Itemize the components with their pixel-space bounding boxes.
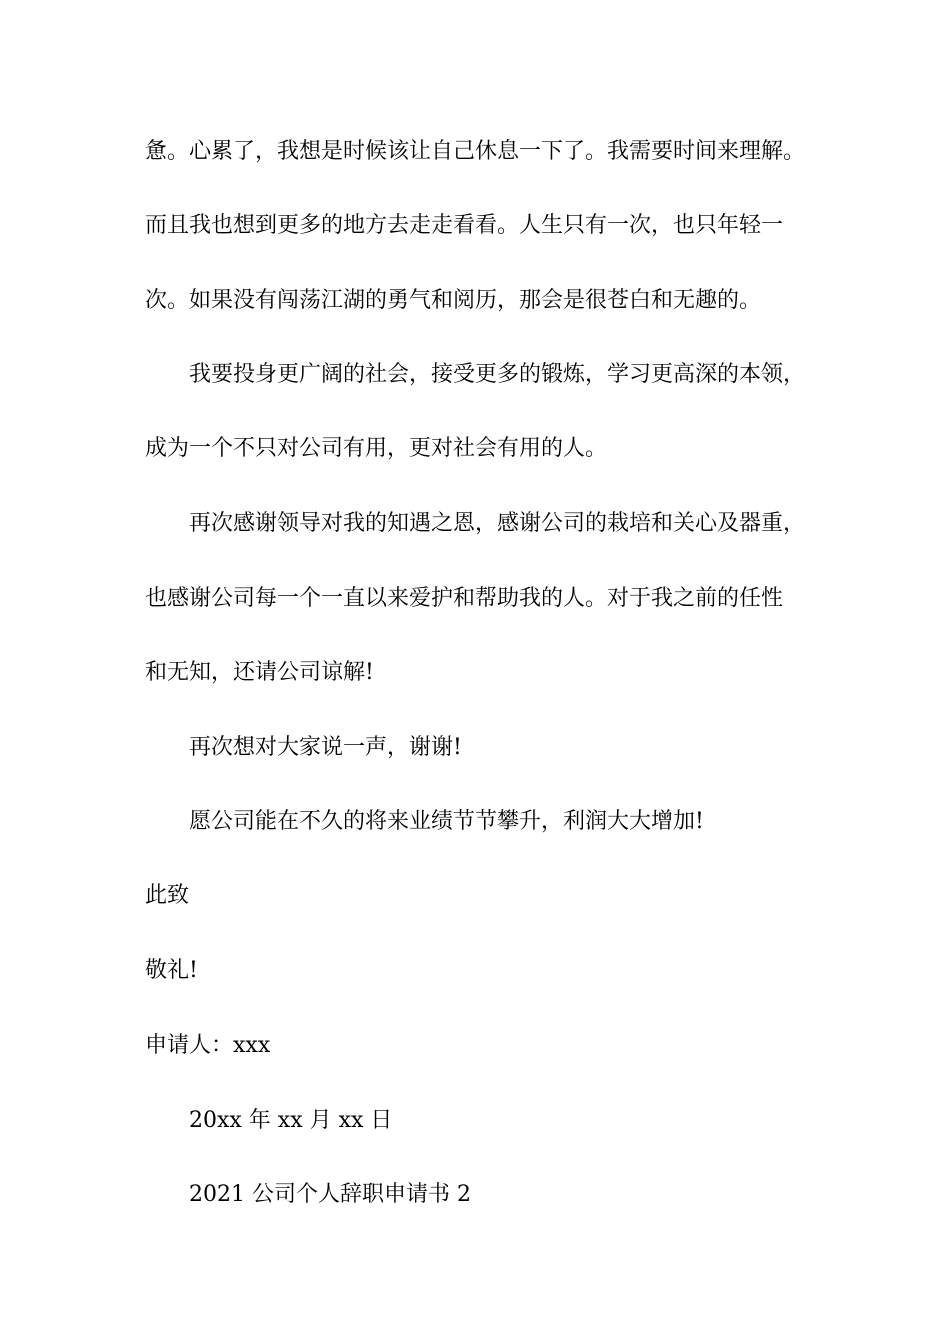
paragraph-line: 成为一个不只对公司有用，更对社会有用的人。 (145, 436, 608, 461)
next-document-title: 2021 公司个人辞职申请书 2 (189, 1182, 471, 1207)
closing-regards: 敬礼! (145, 958, 198, 983)
closing-salutation: 此致 (145, 883, 190, 908)
paragraph-line: 和无知，还请公司谅解! (145, 660, 374, 685)
paragraph-line: 我要投身更广阔的社会，接受更多的锻炼，学习更高深的本领， (189, 362, 806, 387)
paragraph-line: 次。如果没有闯荡江湖的勇气和阅历，那会是很苍白和无趣的。 (145, 288, 762, 313)
date-line: 20xx 年 xx 月 xx 日 (189, 1108, 393, 1133)
paragraph-line: 再次感谢领导对我的知遇之恩，感谢公司的栽培和关心及器重， (189, 511, 806, 536)
applicant-name: 申请人：xxx (145, 1033, 271, 1058)
paragraph-line: 再次想对大家说一声，谢谢! (189, 735, 462, 760)
paragraph-line: 也感谢公司每一个一直以来爱护和帮助我的人。对于我之前的任性 (145, 586, 784, 611)
paragraph-line: 而且我也想到更多的地方去走走看看。人生只有一次，也只年轻一 (145, 213, 784, 238)
paragraph-line: 惫。心累了，我想是时候该让自己休息一下了。我需要时间来理解。 (145, 139, 806, 164)
paragraph-line: 愿公司能在不久的将来业绩节节攀升，利润大大增加! (189, 809, 704, 834)
